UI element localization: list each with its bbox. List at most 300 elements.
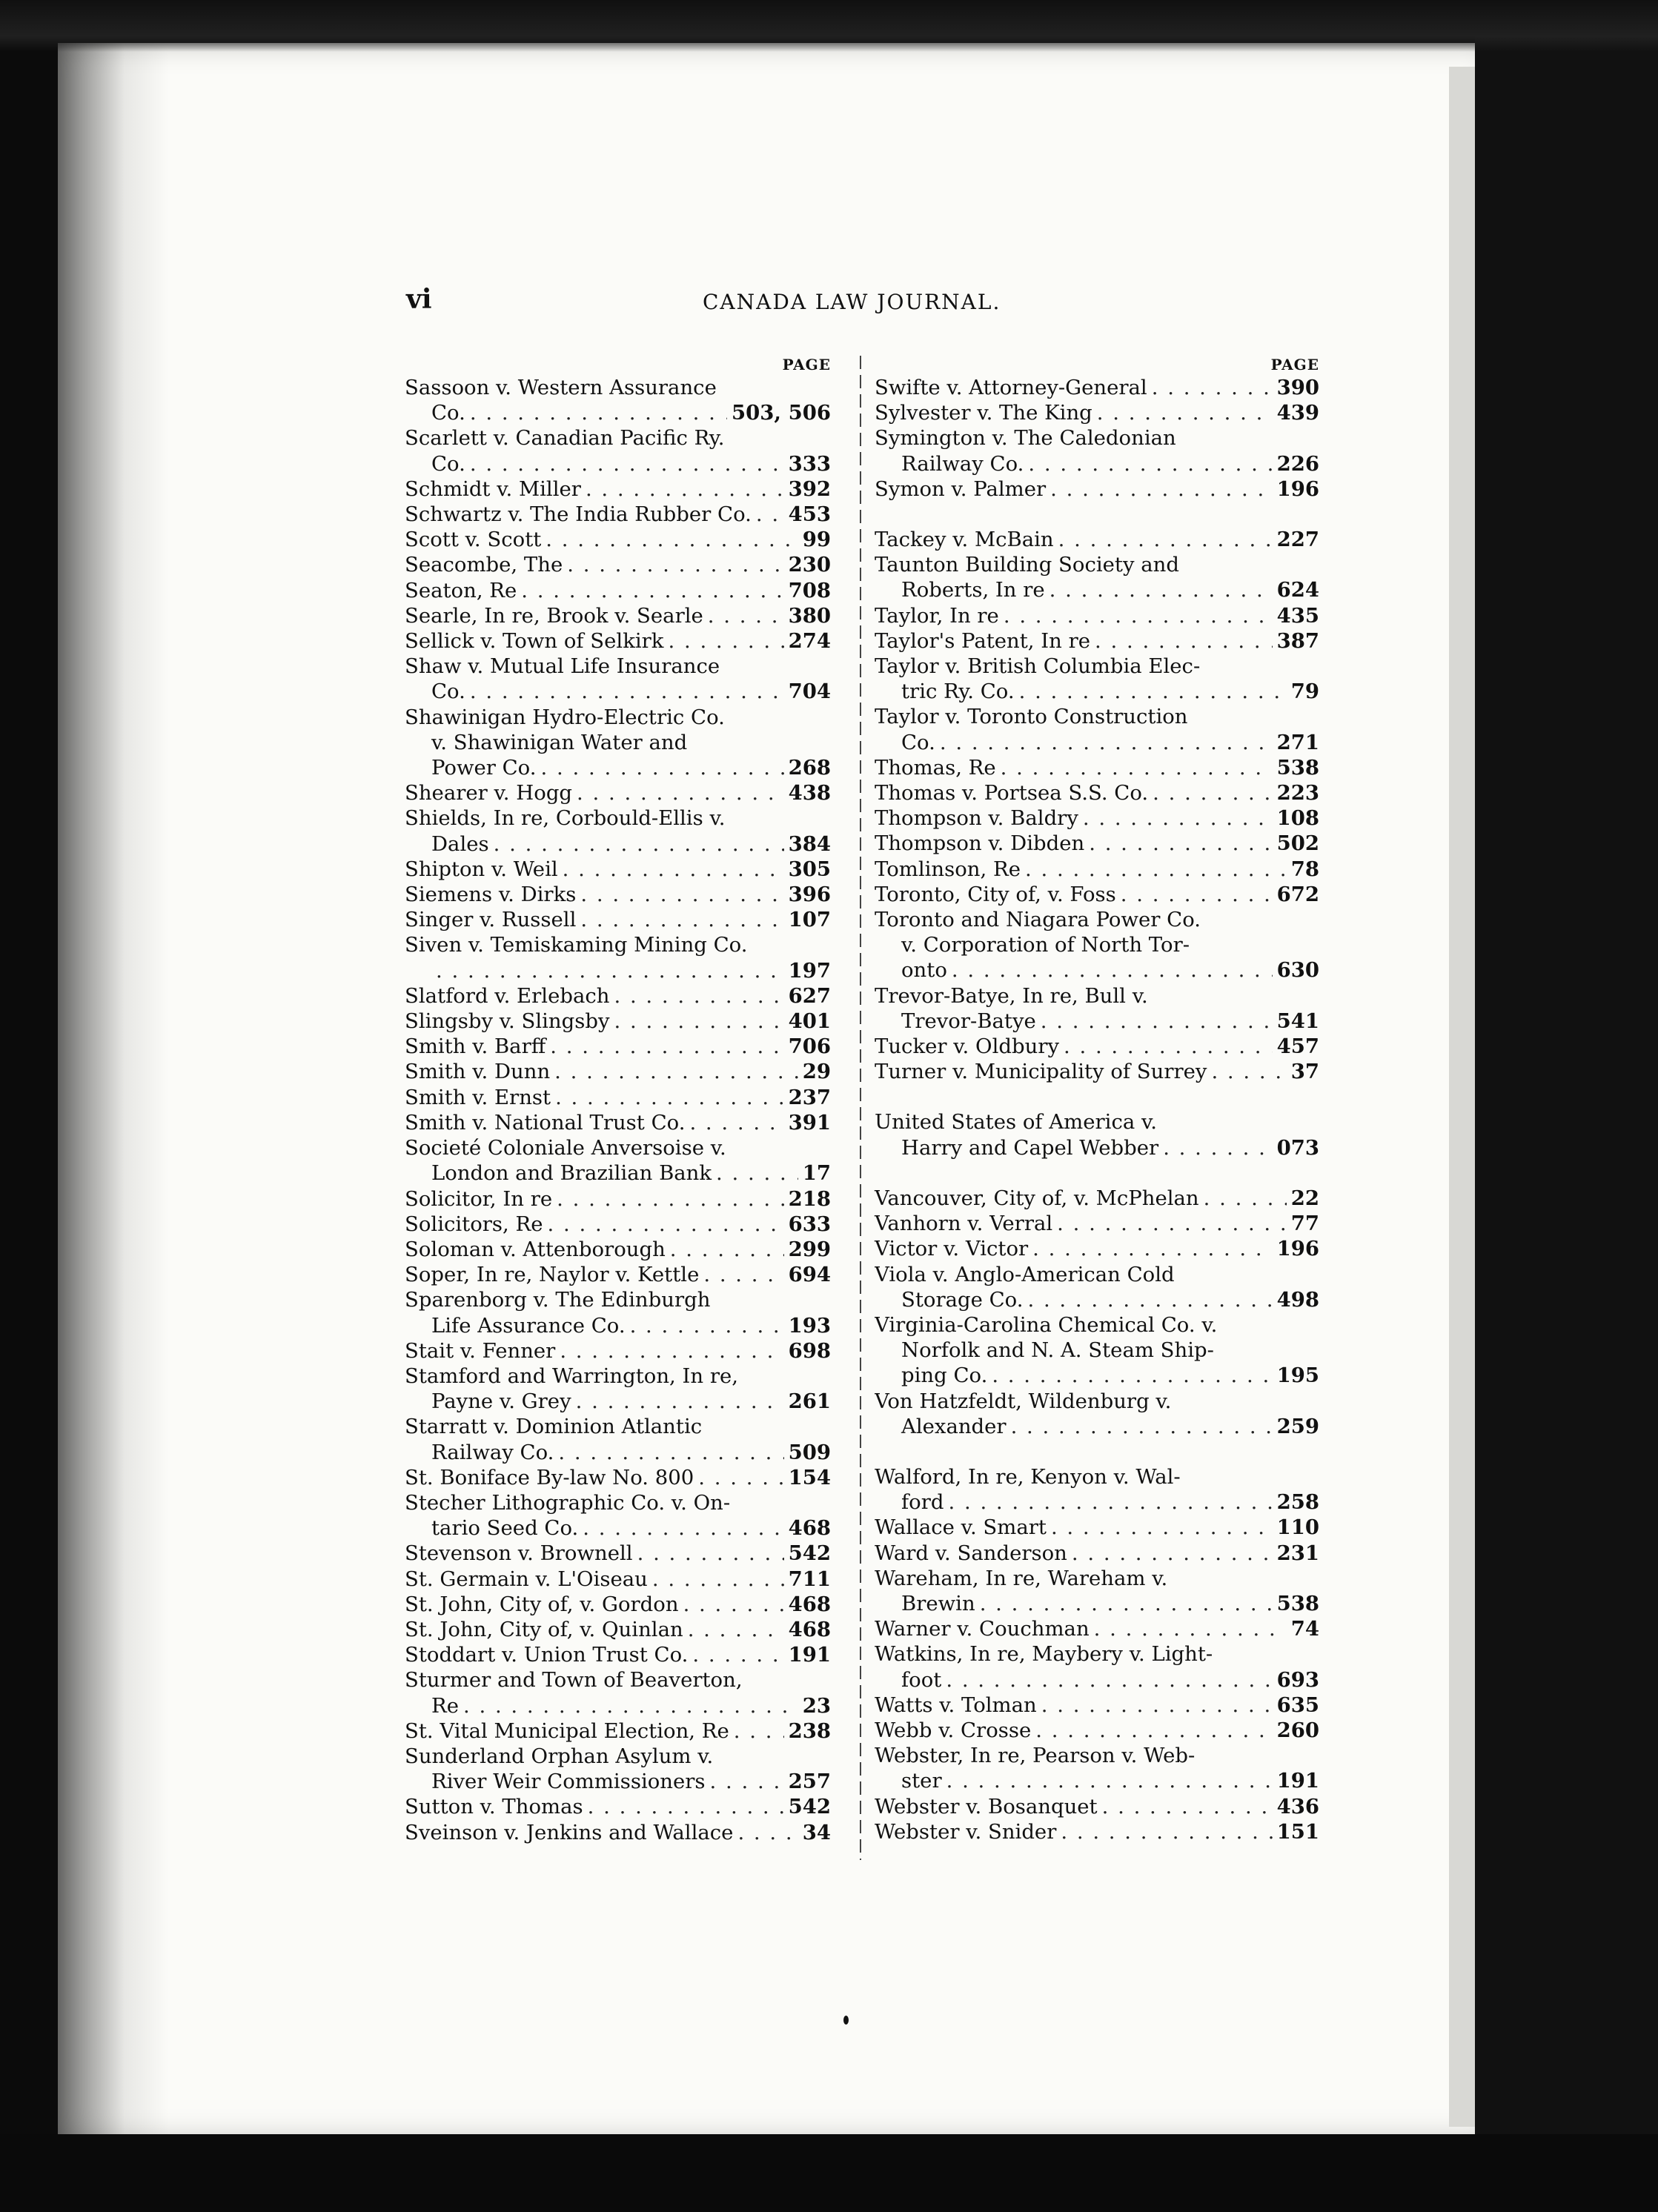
dot-leader xyxy=(1057,1211,1287,1236)
dot-leader xyxy=(583,1515,783,1541)
page-number: 694 xyxy=(788,1263,831,1287)
case-name-line: v. Shawinigan Water and xyxy=(431,730,688,754)
page-number: 197 xyxy=(788,958,831,983)
page-number: 698 xyxy=(788,1338,831,1363)
case-name-line: Stait v. Fenner xyxy=(405,1338,556,1363)
case-name-line: v. Corporation of North Tor- xyxy=(901,933,1190,957)
page-number: 436 xyxy=(1276,1794,1319,1819)
index-entry xyxy=(875,375,1319,400)
case-name-line: Symington v. The Caledonian xyxy=(875,426,1176,451)
dot-leader xyxy=(1211,1059,1286,1084)
case-name-line: Seacombe, The xyxy=(405,553,563,577)
index-entry xyxy=(405,1135,831,1186)
index-entry xyxy=(405,1794,831,1819)
index-entry xyxy=(405,1541,831,1566)
page-number: 391 xyxy=(788,1110,831,1135)
index-entry xyxy=(405,527,831,552)
journal-title: CANADA LAW JOURNAL. xyxy=(703,290,1001,314)
page-number: 261 xyxy=(788,1389,831,1414)
page-number: 542 xyxy=(788,1541,831,1566)
case-name-line: Power Co. xyxy=(431,756,537,780)
page-number: 196 xyxy=(1276,1237,1319,1261)
case-name-line: Roberts, In re xyxy=(901,578,1045,602)
index-entry xyxy=(875,527,1319,552)
page-number: 468 xyxy=(788,1617,831,1641)
case-name-line: Dales xyxy=(431,831,489,856)
dot-leader xyxy=(1121,882,1273,907)
case-name-line: Webster v. Snider xyxy=(875,1819,1057,1844)
case-name-line: Harry and Capel Webber xyxy=(901,1135,1159,1160)
case-name-line: Life Assurance Co. xyxy=(431,1313,626,1338)
page-number: 384 xyxy=(788,831,831,856)
index-entry xyxy=(875,1109,1319,1160)
case-name-line: Taylor's Patent, In re xyxy=(875,628,1091,653)
case-name-line: Sassoon v. Western Assurance xyxy=(405,376,717,399)
page-number: 151 xyxy=(1276,1819,1319,1844)
page-number: 237 xyxy=(788,1085,831,1109)
dot-leader xyxy=(734,1718,784,1744)
page-number: 34 xyxy=(802,1820,831,1844)
index-entry xyxy=(875,628,1319,654)
dot-leader xyxy=(1025,857,1287,882)
index-entry xyxy=(405,983,831,1009)
page-number: 435 xyxy=(1276,603,1319,628)
dot-leader xyxy=(1049,577,1273,602)
page-number: 538 xyxy=(1276,755,1319,780)
case-name-line: Co. xyxy=(431,680,465,704)
case-name-line: Toronto, City of, v. Foss xyxy=(875,882,1116,906)
case-name-line: Tackey v. McBain xyxy=(875,528,1054,552)
case-name-line: Turner v. Municipality of Surrey xyxy=(875,1060,1207,1084)
page-number: 708 xyxy=(788,578,831,602)
page-number: 258 xyxy=(1276,1490,1319,1515)
case-name-line: Thompson v. Baldry xyxy=(875,806,1078,831)
case-name-line: ford xyxy=(901,1490,944,1515)
dot-leader xyxy=(1041,1693,1273,1718)
case-name-line: Railway Co. xyxy=(431,1440,554,1464)
index-entry xyxy=(875,1236,1319,1261)
page-number: 77 xyxy=(1290,1212,1319,1236)
dot-leader xyxy=(1163,1135,1272,1160)
index-entry xyxy=(875,476,1319,502)
index-entry xyxy=(405,1186,831,1212)
page-number: 706 xyxy=(788,1034,831,1059)
index-entry xyxy=(875,1034,1319,1059)
dot-leader xyxy=(521,578,783,603)
case-name-line: Seaton, Re xyxy=(405,578,517,602)
page-number: 390 xyxy=(1276,376,1319,399)
case-name-line: Sparenborg v. The Edinburgh xyxy=(405,1288,711,1312)
case-name-line: Co. xyxy=(431,401,465,425)
page-number: 191 xyxy=(788,1643,831,1667)
index-entry xyxy=(405,552,831,577)
index-entry xyxy=(875,831,1319,856)
dot-leader xyxy=(689,1110,783,1135)
page-number: 259 xyxy=(1276,1414,1319,1438)
page-number: 387 xyxy=(1276,628,1319,653)
case-name-line: Victor v. Victor xyxy=(875,1237,1029,1261)
dot-leader xyxy=(1035,1718,1272,1743)
case-name-line: Stamford and Warrington, In re, xyxy=(405,1364,738,1388)
case-name-line: Smith v. Ernst xyxy=(405,1085,551,1109)
running-header xyxy=(406,284,1318,321)
dot-leader xyxy=(652,1567,784,1592)
case-name-line: Trevor-Batye xyxy=(901,1009,1036,1033)
dot-leader xyxy=(737,1820,798,1845)
case-name-line: Taylor, In re xyxy=(875,603,999,628)
case-name-line: ping Co. xyxy=(901,1364,988,1388)
index-entry xyxy=(405,1667,831,1718)
page-number: 238 xyxy=(788,1718,831,1743)
index-entry xyxy=(405,1338,831,1364)
index-entry xyxy=(875,400,1319,425)
dot-leader xyxy=(1004,603,1273,628)
page-number: 457 xyxy=(1276,1034,1319,1059)
page-number: 401 xyxy=(788,1009,831,1034)
dot-leader xyxy=(436,958,784,983)
case-name-line: onto xyxy=(901,958,947,983)
index-entry xyxy=(875,1616,1319,1641)
page-edge-strip xyxy=(1449,67,1479,2127)
case-name-line: Smith v. National Trust Co. xyxy=(405,1110,686,1135)
case-name-line: Taunton Building Society and xyxy=(875,553,1179,577)
index-entry xyxy=(875,1819,1319,1844)
index-entry xyxy=(875,1186,1319,1211)
case-name-line: Wallace v. Smart xyxy=(875,1515,1047,1540)
dot-leader xyxy=(470,679,784,704)
page-number: 74 xyxy=(1290,1617,1319,1641)
case-name-line: Sylvester v. The King xyxy=(875,401,1092,425)
case-name-line: Alexander xyxy=(901,1414,1007,1438)
case-name-line: Payne v. Grey xyxy=(431,1389,571,1414)
case-name-line: Sutton v. Thomas xyxy=(405,1795,583,1819)
page-number: 627 xyxy=(788,983,831,1008)
case-name-line: St. Boniface By-law No. 800 xyxy=(405,1465,694,1489)
index-entry xyxy=(405,857,831,882)
dot-leader xyxy=(1061,1819,1272,1844)
ink-speck xyxy=(843,2016,849,2025)
dot-leader xyxy=(577,780,784,806)
dot-leader xyxy=(1041,1009,1273,1034)
index-entry xyxy=(405,1820,831,1845)
index-entry xyxy=(875,1389,1319,1439)
dot-leader xyxy=(716,1160,798,1186)
index-entry xyxy=(875,1566,1319,1616)
dot-leader xyxy=(980,1591,1273,1616)
dot-leader xyxy=(541,755,784,780)
case-name-line: London and Brazilian Bank xyxy=(431,1161,712,1186)
dot-leader xyxy=(1153,780,1272,806)
case-name-line: Sveinson v. Jenkins and Wallace xyxy=(405,1820,734,1844)
index-entry xyxy=(405,932,831,983)
page-number: 99 xyxy=(802,528,831,552)
dot-leader xyxy=(550,1034,783,1059)
page-number: 502 xyxy=(1276,831,1319,856)
dot-leader xyxy=(1083,806,1273,831)
index-entry xyxy=(405,502,831,527)
index-entry xyxy=(405,1059,831,1084)
case-name-line: Co. xyxy=(431,451,465,476)
page-number: 193 xyxy=(788,1313,831,1338)
page-number: 154 xyxy=(788,1465,831,1489)
page-number: 509 xyxy=(788,1440,831,1464)
page-number: 624 xyxy=(1276,578,1319,602)
dot-leader xyxy=(1102,1794,1273,1819)
dot-leader xyxy=(1089,831,1272,856)
index-entry xyxy=(405,1262,831,1287)
case-name-line: Tucker v. Oldbury xyxy=(875,1034,1059,1059)
case-name-line: Solicitors, Re xyxy=(405,1212,543,1236)
case-name-line: Sunderland Orphan Asylum v. xyxy=(405,1744,714,1768)
index-entry xyxy=(405,1567,831,1592)
index-entry xyxy=(875,806,1319,831)
index-entry xyxy=(875,654,1319,704)
dot-leader xyxy=(557,1186,783,1212)
case-name-line: Brewin xyxy=(901,1591,975,1615)
case-name-line: Thomas v. Portsea S.S. Co. xyxy=(875,781,1149,806)
index-entry xyxy=(875,552,1319,602)
case-name-line: Watkins, In re, Maybery v. Light- xyxy=(875,1642,1213,1667)
page-number: 305 xyxy=(788,857,831,881)
section-gap xyxy=(875,1160,1319,1186)
dot-leader xyxy=(1028,451,1272,476)
page-number: 396 xyxy=(788,883,831,907)
index-entry xyxy=(875,603,1319,628)
dot-leader xyxy=(567,552,783,577)
page-number: 672 xyxy=(1276,882,1319,906)
page-number: 503, 506 xyxy=(732,401,831,425)
page-number: 79 xyxy=(1290,680,1319,704)
case-name-line: Thomas, Re xyxy=(875,755,996,780)
index-entry xyxy=(405,1034,831,1059)
page-number: 231 xyxy=(1276,1541,1319,1565)
case-name-line: tario Seed Co. xyxy=(431,1516,579,1541)
dot-leader xyxy=(614,983,783,1009)
index-entry xyxy=(405,1414,831,1464)
index-entry xyxy=(405,1364,831,1414)
index-entry xyxy=(405,705,831,781)
index-entry xyxy=(875,425,1319,476)
dot-leader xyxy=(670,1237,784,1262)
case-name-line: Co. xyxy=(901,730,935,754)
dot-leader xyxy=(703,1262,783,1287)
index-entry xyxy=(875,1641,1319,1692)
dot-leader xyxy=(576,1389,784,1414)
page-number: 333 xyxy=(788,451,831,476)
index-entry xyxy=(405,476,831,502)
page-number: 468 xyxy=(788,1516,831,1541)
case-name-line: Siven v. Temiskaming Mining Co. xyxy=(405,933,748,957)
case-name-line: Singer v. Russell xyxy=(405,908,577,932)
dot-leader xyxy=(683,1592,784,1617)
page-number: 439 xyxy=(1276,401,1319,425)
page-number: 107 xyxy=(788,908,831,932)
column-divider xyxy=(860,356,861,1860)
dot-leader xyxy=(1050,476,1272,502)
case-name-line: Norfolk and N. A. Steam Ship- xyxy=(901,1338,1214,1363)
page-number: 711 xyxy=(788,1567,831,1591)
page-number: 230 xyxy=(788,553,831,577)
index-entry xyxy=(875,1262,1319,1312)
page-number: 542 xyxy=(788,1795,831,1819)
index-entry xyxy=(875,1059,1319,1084)
page-number: 468 xyxy=(788,1592,831,1616)
case-name-line: Shipton v. Weil xyxy=(405,857,558,881)
case-name-line: Toronto and Niagara Power Co. xyxy=(875,908,1201,932)
page-number: 78 xyxy=(1290,857,1319,881)
index-entry xyxy=(405,578,831,603)
case-name-line: Vanhorn v. Verral xyxy=(875,1212,1053,1236)
index-entry xyxy=(405,628,831,654)
dot-leader xyxy=(668,628,783,654)
page-number: 274 xyxy=(788,629,831,654)
page-column-label: PAGE xyxy=(1270,356,1319,373)
dot-leader xyxy=(586,476,784,502)
case-name-line: Thompson v. Dibden xyxy=(875,831,1085,856)
dot-leader xyxy=(710,1769,784,1794)
case-name-line: Symon v. Palmer xyxy=(875,476,1047,501)
case-name-line: Slatford v. Erlebach xyxy=(405,983,610,1008)
case-name-line: Storage Co. xyxy=(901,1287,1024,1312)
index-entry xyxy=(875,882,1319,907)
index-entry xyxy=(405,806,831,856)
case-name-line: Wareham, In re, Wareham v. xyxy=(875,1566,1168,1590)
page-number: 218 xyxy=(788,1186,831,1211)
dot-leader xyxy=(1094,1616,1287,1641)
index-entry xyxy=(875,1211,1319,1236)
case-name-line: Soper, In re, Naylor v. Kettle xyxy=(405,1263,700,1287)
dot-leader xyxy=(588,1794,784,1819)
page-number: 23 xyxy=(802,1693,831,1718)
index-column-right xyxy=(875,356,1319,1844)
case-name-line: Shawinigan Hydro-Electric Co. xyxy=(405,705,725,729)
page-number: 260 xyxy=(1276,1718,1319,1742)
section-gap xyxy=(875,1084,1319,1109)
dot-leader xyxy=(1204,1186,1287,1211)
case-name-line: Solicitor, In re xyxy=(405,1186,553,1211)
index-entry xyxy=(875,755,1319,780)
dot-leader xyxy=(555,1085,784,1110)
case-name-line: Webster v. Bosanquet xyxy=(875,1794,1098,1819)
case-name-line: Tomlinson, Re xyxy=(875,857,1021,881)
index-entry xyxy=(405,1110,831,1135)
dot-leader xyxy=(563,857,784,882)
index-entry xyxy=(875,907,1319,983)
dot-leader xyxy=(946,1768,1273,1793)
index-entry xyxy=(875,780,1319,806)
case-name-line: Sturmer and Town of Beaverton, xyxy=(405,1668,743,1693)
dot-leader xyxy=(558,1440,783,1465)
page-number: 453 xyxy=(788,502,831,527)
case-name-line: Ward v. Sanderson xyxy=(875,1541,1067,1565)
page-number: 108 xyxy=(1276,806,1319,831)
index-entry xyxy=(405,654,831,704)
case-name-line: Smith v. Barff xyxy=(405,1034,546,1059)
page-number: 438 xyxy=(788,781,831,806)
dot-leader xyxy=(1058,527,1273,552)
index-entry xyxy=(875,1718,1319,1743)
case-name-line: Smith v. Dunn xyxy=(405,1060,551,1084)
dot-leader xyxy=(688,1617,784,1642)
page-number: 271 xyxy=(1276,730,1319,754)
case-name-line: foot xyxy=(901,1667,942,1692)
page-number: 29 xyxy=(802,1060,831,1084)
case-name-line: Trevor-Batye, In re, Bull v. xyxy=(875,983,1148,1008)
dot-leader xyxy=(1097,400,1273,425)
page-number: 257 xyxy=(788,1770,831,1794)
index-entry xyxy=(875,1693,1319,1718)
case-name-line: St. Vital Municipal Election, Re xyxy=(405,1718,729,1743)
scan-border-bottom xyxy=(0,2134,1658,2212)
index-entry xyxy=(875,1743,1319,1793)
dot-leader xyxy=(692,1642,783,1667)
case-name-line: Webster, In re, Pearson v. Web- xyxy=(875,1744,1196,1768)
index-entry xyxy=(875,1541,1319,1566)
index-entry xyxy=(875,1312,1319,1389)
case-name-line: Warner v. Couchman xyxy=(875,1617,1090,1641)
index-entry xyxy=(405,780,831,806)
dot-leader xyxy=(1027,1287,1272,1312)
case-name-line: tric Ry. Co. xyxy=(901,680,1015,704)
case-name-line: River Weir Commissioners xyxy=(431,1770,706,1794)
dot-leader xyxy=(614,1009,784,1034)
case-name-line: Watts v. Tolman xyxy=(875,1693,1037,1717)
case-name-line: ster xyxy=(901,1769,942,1793)
case-name-line: Societé Coloniale Anversoise v. xyxy=(405,1136,726,1160)
index-entry xyxy=(405,1718,831,1744)
dot-leader xyxy=(630,1313,784,1338)
dot-leader xyxy=(1019,679,1287,704)
scan-border-right xyxy=(1475,30,1658,2212)
dot-leader xyxy=(1001,755,1273,780)
page-number: 196 xyxy=(1276,476,1319,501)
dot-leader xyxy=(1095,628,1273,654)
case-name-line: St. John, City of, v. Quinlan xyxy=(405,1617,683,1641)
case-name-line: Siemens v. Dirks xyxy=(405,883,577,907)
page-number: 073 xyxy=(1276,1135,1319,1160)
case-name-line: Searle, In re, Brook v. Searle xyxy=(405,603,703,628)
page-number: 498 xyxy=(1276,1287,1319,1312)
dot-leader xyxy=(952,957,1273,983)
case-name-line: Virginia-Carolina Chemical Co. v. xyxy=(875,1312,1218,1337)
binding-shadow xyxy=(58,43,169,2140)
section-gap xyxy=(875,502,1319,527)
index-entry xyxy=(875,857,1319,882)
case-name-line: Stoddart v. Union Trust Co. xyxy=(405,1643,689,1667)
index-column-left xyxy=(405,356,831,1845)
case-name-line: Walford, In re, Kenyon v. Wal- xyxy=(875,1464,1181,1489)
page-number: 630 xyxy=(1276,958,1319,983)
dot-leader xyxy=(470,451,784,476)
page-number: 635 xyxy=(1276,1693,1319,1717)
index-entry xyxy=(875,1464,1319,1515)
dot-leader xyxy=(580,907,783,932)
case-name-line: Taylor v. British Columbia Elec- xyxy=(875,654,1201,679)
case-name-line: Von Hatzfeldt, Wildenburg v. xyxy=(875,1389,1172,1413)
page-number: 704 xyxy=(788,680,831,704)
page-number: 268 xyxy=(788,756,831,780)
page-folio: vi xyxy=(406,284,432,315)
index-entry xyxy=(405,1287,831,1338)
index-entry xyxy=(405,1465,831,1490)
page-number: 226 xyxy=(1276,451,1319,476)
case-name-line: Viola v. Anglo-American Cold xyxy=(875,1262,1175,1286)
page-number: 538 xyxy=(1276,1591,1319,1615)
dot-leader xyxy=(1032,1236,1272,1261)
page-number: 191 xyxy=(1276,1769,1319,1793)
case-name-line: Vancouver, City of, v. McPhelan xyxy=(875,1186,1199,1210)
section-gap xyxy=(875,1439,1319,1464)
